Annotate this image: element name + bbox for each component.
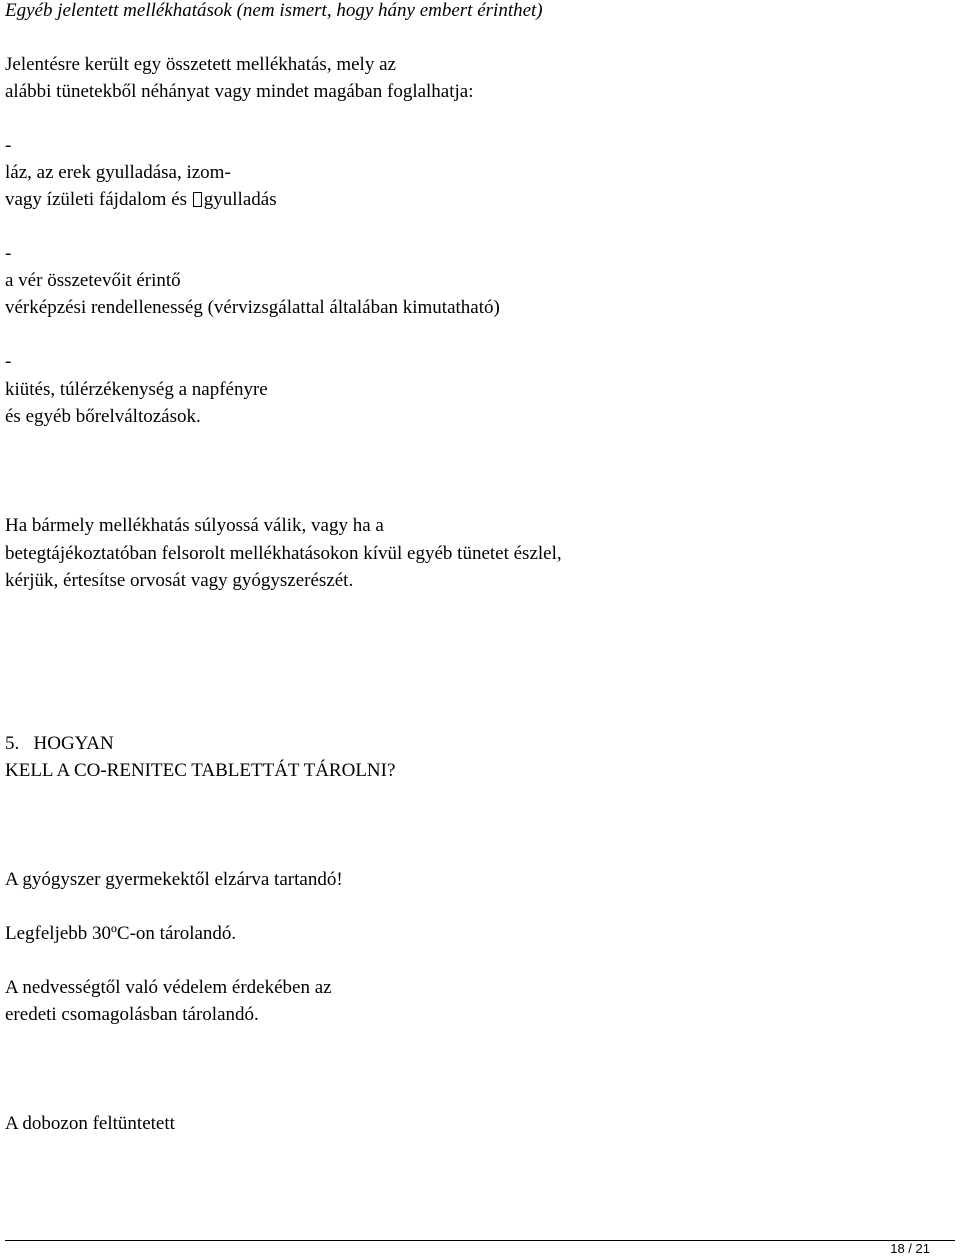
list-dash-1: - [5,135,12,156]
list-item-2-line-1: a vér összetevőit érintő [5,270,181,291]
intro-line-2: alábbi tünetekből néhányat vagy mindet magában foglalhatja: [5,81,474,102]
side-effects-heading: Egyéb jelentett mellékhatások (nem ismert, hogy hány embert érinthet) [5,0,543,21]
advice-line-3: kérjük, értesítse orvosát vagy gyógyszerészét. [5,570,354,591]
list-item-1-line-1: láz, az erek gyulladása, izom- [5,162,231,183]
list-item-1-line-2 [5,189,277,211]
storage-temperature: Legfeljebb 30ºC-on tárolandó. [5,923,237,944]
list-dash-2: - [5,243,12,264]
storage-children-warning: A gyógyszer gyermekektől elzárva tartandó! [5,869,343,890]
page-number: 18 / 21 [890,1241,930,1256]
intro-line-1: Jelentésre került egy összetett mellékhatás, mely az [5,54,396,75]
footer-divider [5,1240,955,1241]
advice-line-2: betegtájékoztatóban felsorolt mellékhatásokon kívül egyéb tünetet észlel, [5,543,562,564]
storage-moisture-line-1: A nedvességtől való védelem érdekében az [5,977,332,998]
list-item-1-text-after: gyulladás [203,189,277,210]
list-item-3-line-1: kiütés, túlérzékenység a napfényre [5,379,268,400]
section-5-title-line-1: 5. HOGYAN [5,733,114,754]
list-item-2-line-2: vérképzési rendellenesség (vérvizsgálattal általában kimutatható) [5,297,500,318]
list-item-3-line-2: és egyéb bőrelváltozások. [5,406,201,427]
list-item-1-text-before: vagy ízületi fájdalom és [5,189,192,210]
advice-line-1: Ha bármely mellékhatás súlyossá válik, vagy ha a [5,515,384,536]
storage-moisture-line-2: eredeti csomagolásban tárolandó. [5,1004,259,1025]
section-5-title-line-2: KELL A CO-RENITEC TABLETTÁT TÁROLNI? [5,760,396,781]
missing-glyph-icon [193,192,202,207]
list-dash-3: - [5,351,12,372]
storage-box-label: A dobozon feltüntetett [5,1113,175,1134]
